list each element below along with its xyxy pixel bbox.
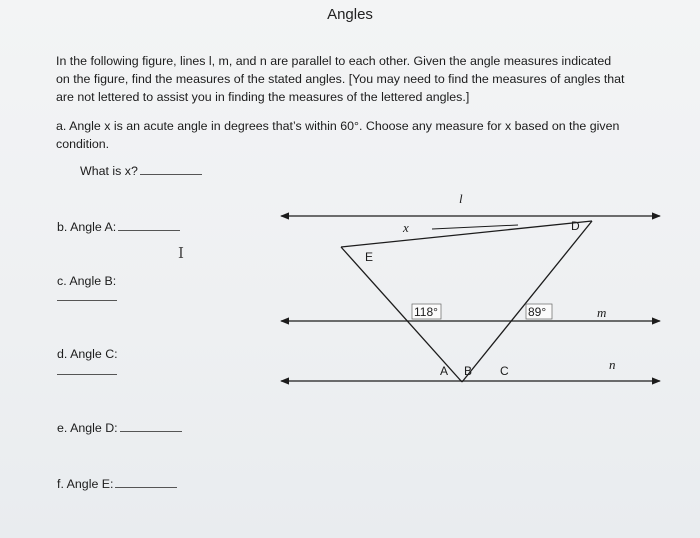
label-B: B — [464, 364, 473, 378]
question-a-line-1: a. Angle x is an acute angle in degrees that’s within 60°. Choose any measure for x based on the given — [56, 119, 620, 133]
label-m: m — [597, 305, 607, 320]
label-x: x — [403, 220, 409, 235]
question-e-label: e. Angle D: — [57, 421, 118, 435]
label-D: D — [571, 219, 580, 233]
question-a-line-2: condition. — [56, 137, 110, 151]
instructions-line-2: on the figure, find the measures of the stated angles. [You may need to find the measures of angles that — [56, 72, 625, 86]
label-A: A — [440, 364, 449, 378]
label-l: l — [459, 191, 463, 206]
question-b-label: b. Angle A: — [57, 220, 117, 234]
text-cursor-icon: I — [178, 244, 184, 262]
label-n: n — [609, 357, 616, 372]
question-c-label: c. Angle B: — [57, 274, 117, 288]
transversal-right — [462, 221, 592, 382]
page-title: Angles — [327, 6, 373, 23]
question-f-label: f. Angle E: — [57, 477, 114, 491]
transversal-left — [341, 247, 462, 382]
label-118: 118° — [414, 305, 438, 319]
label-C: C — [500, 364, 509, 378]
transversal-top — [341, 221, 592, 247]
question-x-prompt: What is x? — [80, 164, 138, 178]
label-89: 89° — [528, 305, 547, 319]
question-d-label: d. Angle C: — [57, 347, 118, 361]
instructions-line-1: In the following figure, lines l, m, and n are parallel to each other. Given the angle measures indicated — [56, 54, 612, 68]
instructions-line-3: are not lettered to assist you in finding the measures of the lettered angles.] — [56, 90, 470, 104]
label-E: E — [365, 250, 374, 264]
x-angle-mark — [432, 225, 518, 229]
